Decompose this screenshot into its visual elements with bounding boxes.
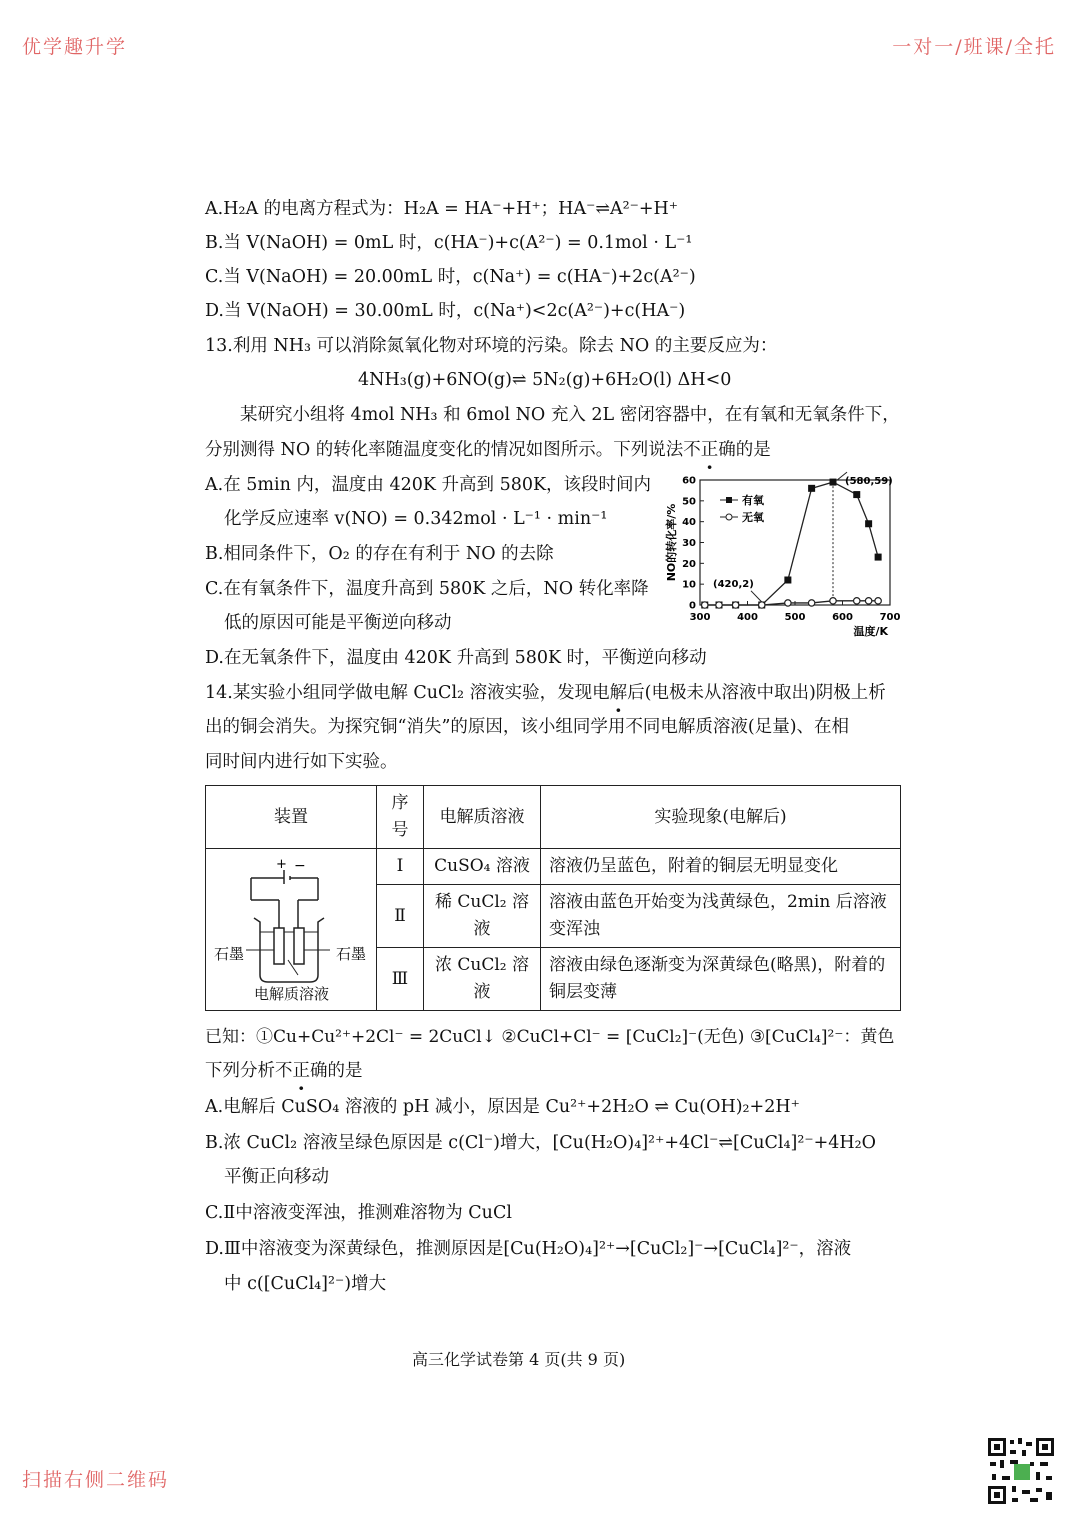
row-2-phenomenon: 溶液由蓝色开始变为浅黄绿色，2min 后溶液变浑浊 <box>541 885 901 948</box>
right-electrode <box>294 928 304 964</box>
q14-line1: 14.某实验小组同学做电解 CuCl₂ 溶液实验，发现电解后(电极未从溶液中取出)阴极上析 <box>205 683 886 703</box>
q12-option-d: D.当 V(NaOH) = 30.00mL 时，c(Na⁺)<2c(A²⁻)+c(HA⁻) <box>205 301 686 321</box>
table-header-row <box>206 786 901 849</box>
left-graphite-label: 石墨 <box>214 945 245 963</box>
data-point-oxygen <box>875 554 882 561</box>
q13-option-d: D.在无氧条件下，温度由 420K 升高到 580K 时，平衡逆向移动 <box>205 648 707 668</box>
header-apparatus: 装置 <box>206 786 377 849</box>
right-graphite-label: 石墨 <box>336 945 367 963</box>
plus-sign: + <box>276 856 287 872</box>
q14-known: 已知：①Cu+Cu²⁺+2Cl⁻ = 2CuCl↓ ②CuCl+Cl⁻ = [CuCl₂]⁻(无色) ③[CuCl₄]²⁻：黄色 <box>205 1027 895 1047</box>
row-1-solution: CuSO₄ 溶液 <box>424 849 541 885</box>
page-footer: 高三化学试卷第 4 页(共 9 页) <box>412 1350 626 1369</box>
left-electrode <box>274 928 284 964</box>
q12-option-a: A.H₂A 的电离方程式为：H₂A = HA⁻+H⁺；HA⁻⇌A²⁻+H⁺ <box>205 199 679 219</box>
apparatus-cell <box>206 849 377 1011</box>
q14-line3: 同时间内进行如下实验。 <box>205 752 398 772</box>
data-point-oxygen <box>865 520 872 527</box>
data-point-oxygen <box>808 485 815 492</box>
q13-equation: 4NH₃(g)+6NO(g)⇌ 5N₂(g)+6H₂O(l) ΔH<0 <box>358 370 732 390</box>
q12-option-b: B.当 V(NaOH) = 0mL 时，c(HA⁻)+c(A²⁻) = 0.1mol · L⁻¹ <box>205 233 693 253</box>
q14-option-a: A.电解后 CuSO₄ 溶液的 pH 减小，原因是 Cu²⁺+2H₂O ⇌ Cu(OH)₂+2H⁺ <box>205 1097 800 1117</box>
q13-option-a-2: 化学反应速率 v(NO) = 0.342mol · L⁻¹ · min⁻¹ <box>224 509 608 529</box>
x-tick-label: 500 <box>784 612 806 623</box>
data-point-no-oxygen <box>732 602 738 608</box>
legend-marker-oxygen <box>726 497 732 503</box>
q13-option-c-2: 低的原因可能是平衡逆向移动 <box>224 613 452 633</box>
annotation-420: (420,2) <box>713 578 754 590</box>
q13-stem: 13.利用 NH₃ 可以消除氮氧化物对环境的污染。除去 NO 的主要反应为： <box>205 336 778 356</box>
watermark-bottom: 扫描右侧二维码 <box>22 1469 170 1491</box>
q13-para1: 某研究小组将 4mol NH₃ 和 6mol NO 充入 2L 密闭容器中，在有氧和无氧条件下， <box>240 405 900 425</box>
q14-option-c: C.Ⅱ中溶液变浑浊，推测难溶物为 CuCl <box>205 1203 512 1223</box>
q14-option-d-1: D.Ⅲ中溶液变为深黄绿色，推测原因是[Cu(H₂O)₄]²⁺→[CuCl₂]⁻→[CuCl₄]²⁻，溶液 <box>205 1239 852 1259</box>
data-point-no-oxygen <box>702 602 708 608</box>
q14-option-b-1: B.浓 CuCl₂ 溶液呈绿色原因是 c(Cl⁻)增大，[Cu(H₂O)₄]²⁺+4Cl⁻⇌[CuCl₄]²⁻+4H₂O <box>205 1133 876 1153</box>
x-tick-label: 700 <box>879 612 901 623</box>
y-tick-label: 50 <box>682 496 696 508</box>
row-3-solution: 浓 CuCl₂ 溶液 <box>424 948 541 1011</box>
emphasis-after-electrolysis: 电解后 <box>592 683 645 703</box>
electrolyte-label: 电解质溶液 <box>254 985 330 1003</box>
row-1-phenomenon: 溶液仍呈蓝色，附着的铜层无明显变化 <box>541 849 901 885</box>
y-tick-label: 60 <box>682 475 696 487</box>
q13-option-a-1: A.在 5min 内，温度由 420K 升高到 580K，该段时间内 <box>205 475 652 495</box>
data-point-no-oxygen <box>759 602 765 608</box>
y-tick-label: 0 <box>689 600 696 612</box>
header-solution: 电解质溶液 <box>424 786 541 849</box>
q13-option-c-1: C.在有氧条件下，温度升高到 580K 之后，NO 转化率降 <box>205 579 649 599</box>
data-point-no-oxygen <box>808 600 814 606</box>
annotation-580: (580,59) <box>845 476 893 487</box>
data-point-no-oxygen <box>875 598 881 604</box>
legend-label-no-oxygen: 无氧 <box>742 511 764 524</box>
y-tick-label: 20 <box>682 558 696 570</box>
q14-option-d-2: 中 c([CuCl₄]²⁻)增大 <box>224 1274 387 1294</box>
row-2-solution: 稀 CuCl₂ 溶液 <box>424 885 541 948</box>
x-tick-label: 300 <box>689 612 711 623</box>
y-tick-label: 30 <box>682 538 696 549</box>
header-number: 序号 <box>377 786 424 849</box>
data-point-oxygen <box>853 491 860 498</box>
data-point-no-oxygen <box>830 598 836 604</box>
qr-code-icon <box>986 1436 1056 1506</box>
y-axis-label: NO的转化率/% <box>665 503 678 582</box>
table-row <box>206 849 901 885</box>
data-point-no-oxygen <box>865 598 871 604</box>
watermark-right: 一对一/班课/全托 <box>892 36 1056 58</box>
row-2-number: Ⅱ <box>377 885 424 948</box>
watermark-left: 优学趣升学 <box>22 36 128 58</box>
row-3-phenomenon: 溶液由绿色逐渐变为深黄绿色(略黑)，附着的铜层变薄 <box>541 948 901 1011</box>
qr-logo <box>1014 1464 1030 1480</box>
x-tick-label: 400 <box>737 612 758 623</box>
x-tick-label: 600 <box>832 612 853 623</box>
data-point-no-oxygen <box>854 598 860 604</box>
y-tick-label: 10 <box>682 579 696 591</box>
no-conversion-chart <box>655 465 905 650</box>
legend-marker-no-oxygen <box>726 514 732 520</box>
minus-sign: − <box>294 857 306 874</box>
legend-label-oxygen: 有氧 <box>742 494 764 507</box>
y-tick-label: 40 <box>682 517 696 529</box>
q14-line2: 出的铜会消失。为探究铜“消失”的原因，该小组同学用不同电解质溶液(足量)、在相 <box>205 717 850 737</box>
header-phenomenon: 实验现象(电解后) <box>541 786 901 849</box>
annotation-leader-420 <box>751 591 762 602</box>
q14-ask: 下列分析不正确的是 <box>205 1061 363 1081</box>
data-point-oxygen <box>784 577 791 584</box>
x-axis-label: 温度/K <box>853 625 888 638</box>
q13-option-b: B.相同条件下，O₂ 的存在有利于 NO 的去除 <box>205 544 554 564</box>
emphasis-not-correct-2: 不正确 <box>275 1061 328 1081</box>
data-point-no-oxygen <box>785 600 791 606</box>
q12-option-c: C.当 V(NaOH) = 20.00mL 时，c(Na⁺) = c(HA⁻)+2c(A²⁻) <box>205 267 696 287</box>
row-1-number: Ⅰ <box>377 849 424 885</box>
data-point-no-oxygen <box>716 602 722 608</box>
q14-option-b-2: 平衡正向移动 <box>224 1167 329 1187</box>
q13-para2: 分别测得 NO 的转化率随温度变化的情况如图所示。下列说法不正确的是 <box>205 440 771 460</box>
row-3-number: Ⅲ <box>377 948 424 1011</box>
experiment-table <box>205 785 901 1011</box>
emphasis-not-correct: 不正确 <box>683 440 736 460</box>
data-point-oxygen <box>830 479 837 486</box>
